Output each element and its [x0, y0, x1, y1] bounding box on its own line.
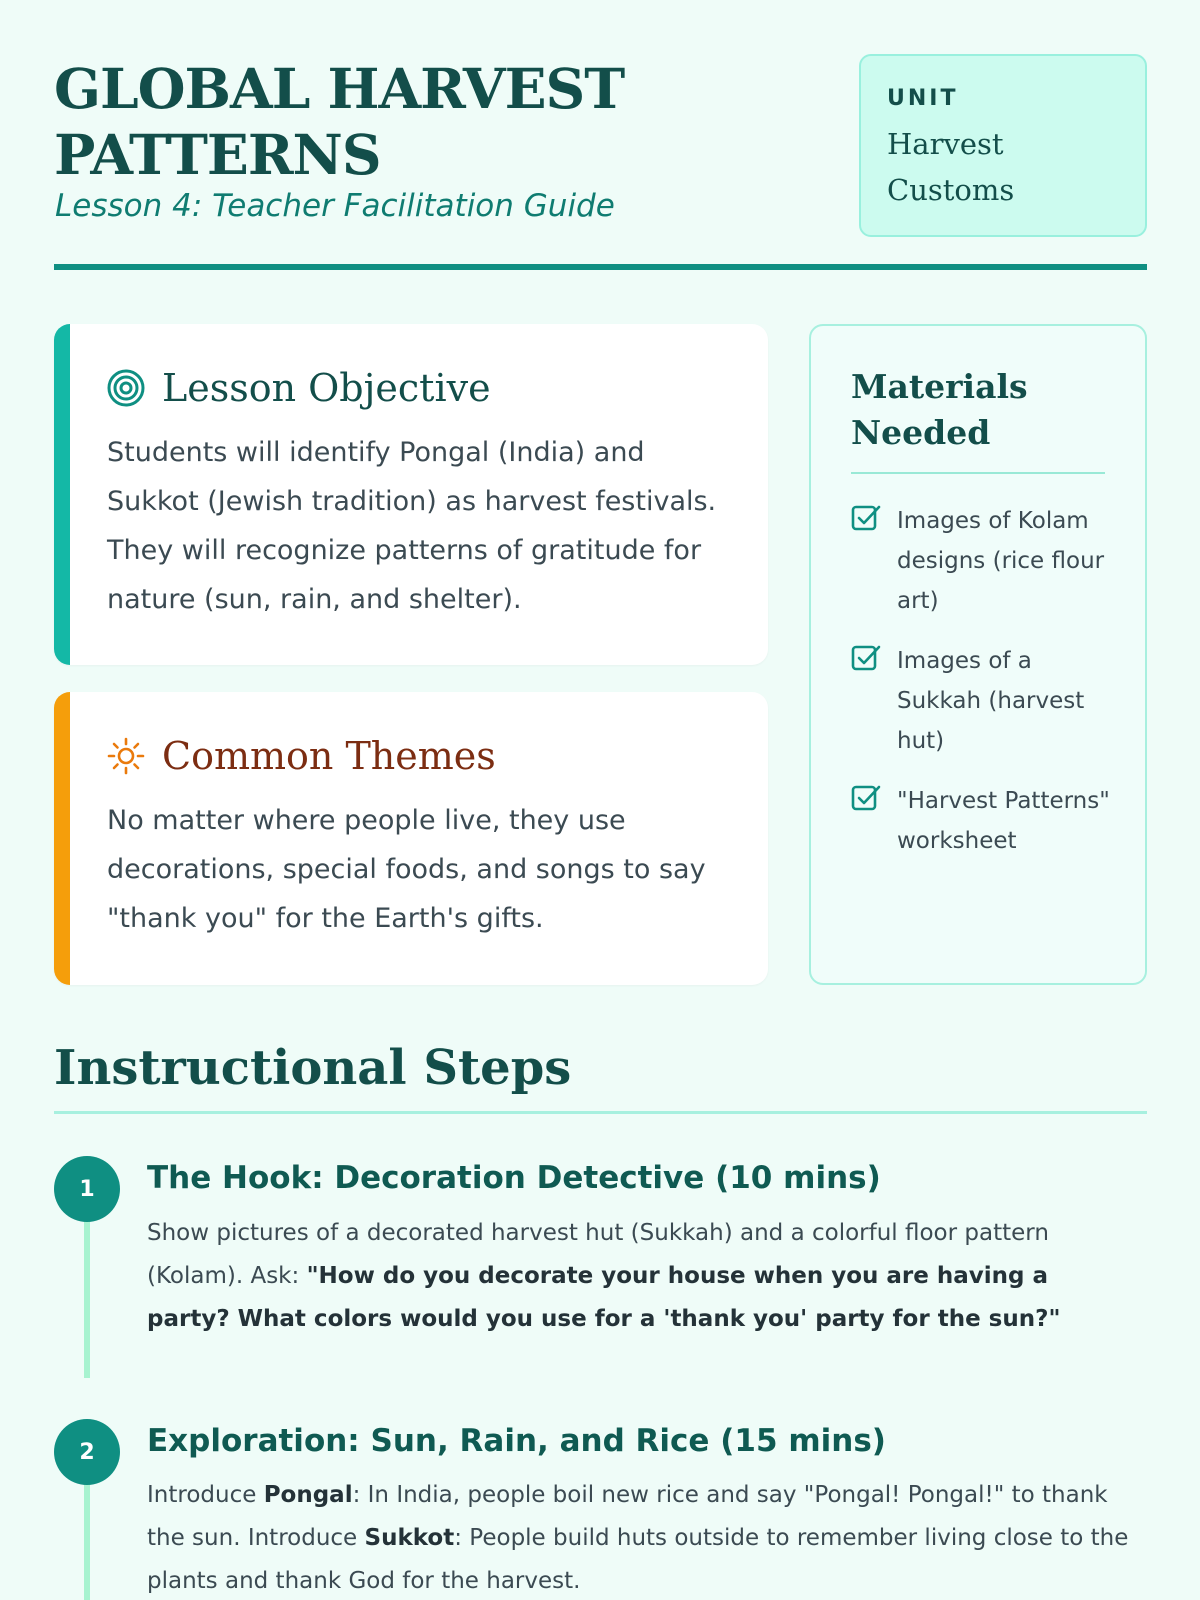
step-body [147, 1474, 1137, 1600]
step-title: Exploration: Sun, Rain, and Rice (15 mins) [147, 1423, 886, 1459]
step-body-text: Show pictures of a decorated harvest hut (Sukkah) and a colorful floor pattern (Kolam). Ask: [147, 1220, 1049, 1289]
step-number-badge: 1 [54, 1156, 120, 1222]
step-body-emphasis: "How do you decorate your house when you are having a party? What colors would you use for a 'thank you' party for the sun?" [147, 1263, 1061, 1332]
checkbox-checked-icon [851, 503, 881, 533]
materials-item [851, 501, 1111, 621]
step-number-badge: 2 [54, 1419, 120, 1485]
step-body-text: : People build huts outside to remember living close to the plants and thank God for the harvest. [147, 1525, 1129, 1594]
materials-item [851, 781, 1111, 861]
themes-title-text: Common Themes [162, 734, 496, 778]
materials-item [851, 641, 1111, 761]
unit-label: UNIT [887, 86, 959, 111]
checkbox-checked-icon [851, 783, 881, 813]
unit-value: Harvest Customs [887, 127, 1015, 207]
themes-title [106, 734, 496, 778]
materials-item-text: Images of a Sukkah (harvest hut) [897, 648, 1085, 754]
page-subtitle: Lesson 4: Teacher Facilitation Guide [55, 188, 615, 224]
unit-badge [859, 54, 1147, 237]
materials-item-text: "Harvest Patterns" worksheet [897, 788, 1110, 854]
objective-title [106, 366, 491, 410]
steps-heading: Instructional Steps [54, 1040, 572, 1096]
checkbox-checked-icon [851, 643, 881, 673]
materials-item-text: Images of Kolam designs (rice flour art) [897, 508, 1105, 614]
materials-divider [851, 472, 1105, 474]
header-divider [54, 264, 1147, 270]
step-body-emphasis: Sukkot [364, 1525, 455, 1551]
step-body [147, 1212, 1137, 1341]
themes-accent-bar [54, 692, 70, 985]
objective-title-text: Lesson Objective [162, 366, 491, 410]
objective-accent-bar [54, 324, 70, 665]
page-title: GLOBAL HARVEST PATTERNS [54, 56, 625, 187]
objective-body: Students will identify Pongal (India) and Sukkot (Jewish tradition) as harvest festivals. They will recognize patterns of gratitude for nature (sun, rain, and shelter). [107, 437, 717, 615]
timeline-line [84, 1200, 90, 1378]
sun-icon [106, 736, 146, 776]
step-body-emphasis: Pongal [263, 1482, 353, 1508]
step-body-text: Introduce [147, 1482, 264, 1508]
step-title: The Hook: Decoration Detective (10 mins) [147, 1160, 881, 1196]
steps-divider [54, 1111, 1147, 1114]
materials-title: Materials Needed [851, 367, 1028, 452]
themes-body: No matter where people live, they use decorations, special foods, and songs to say "thank you" for the Earth's gifts. [107, 805, 706, 934]
target-icon [106, 368, 146, 408]
step-body-text: : In India, people boil new rice and say "Pongal! Pongal!" to thank the sun. Introduce [147, 1482, 1108, 1551]
